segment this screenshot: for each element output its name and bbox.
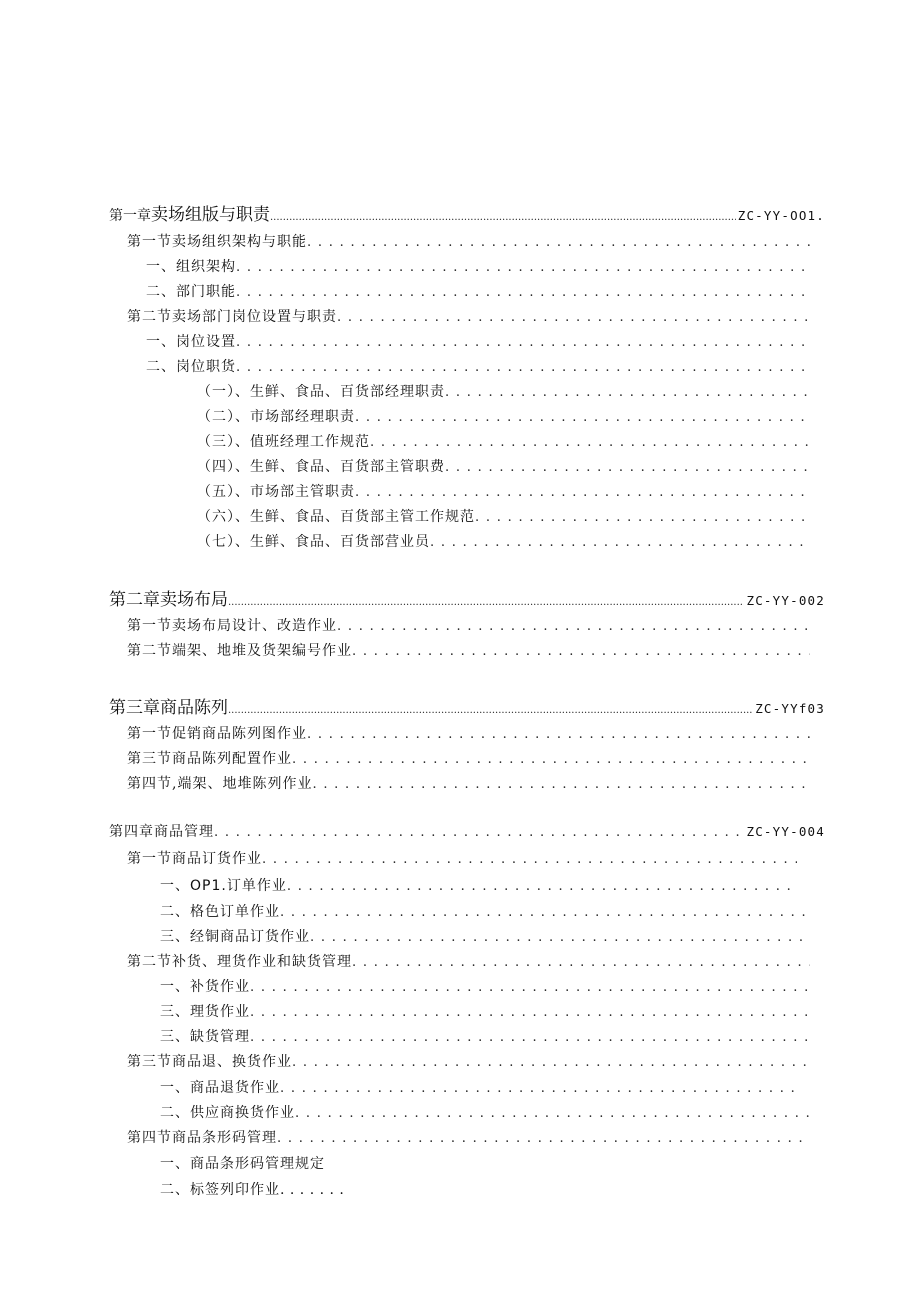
section-title: 第二节补货、理货作业和缺货管理: [127, 954, 352, 970]
toc-section[interactable]: [127, 748, 810, 768]
chapter-4-code: ZC-YY-004: [746, 824, 825, 839]
toc-item[interactable]: [160, 1001, 810, 1021]
leader-dots: [307, 234, 810, 250]
section-title: 第二节端架、地堆及货架编号作业: [127, 643, 352, 659]
subitem-title: （一）、生鲜、食品、百货部经理职责: [197, 384, 445, 400]
section-title: 第一节商品订货作业: [127, 851, 262, 867]
toc-subitem[interactable]: [197, 431, 810, 451]
subitem-title: （五）、市场部主管职责: [197, 484, 355, 500]
toc-section[interactable]: [127, 615, 810, 635]
item-title: 一、商品退货作业: [160, 1080, 280, 1096]
toc-section[interactable]: [127, 306, 810, 326]
item-title: 一、组织架构: [146, 259, 236, 275]
leader-dots: [292, 751, 810, 767]
item-title: 二、格色订单作业: [160, 904, 280, 920]
subitem-title: （三）、值班经理工作规范: [197, 434, 370, 450]
item-title: 三、缺货管理: [160, 1029, 250, 1045]
leader-dots: [228, 698, 753, 717]
section-title: 第四节商品条形码管理: [127, 1130, 277, 1146]
chapter-1-title: 卖场组版与职责: [151, 205, 270, 225]
leader-dots: [292, 1054, 810, 1070]
toc-section[interactable]: [127, 640, 810, 660]
toc-item[interactable]: [160, 976, 810, 996]
toc-item[interactable]: [160, 901, 810, 921]
subitem-title: （七）、生鲜、食品、百货部营业员: [197, 534, 430, 550]
leader-dots: [214, 824, 744, 840]
toc-item[interactable]: [160, 1179, 344, 1199]
chapter-1-number: 第一章: [109, 208, 151, 224]
toc-item[interactable]: [146, 331, 810, 351]
toc-subitem[interactable]: [197, 406, 810, 426]
chapter-2-code: ZC-YY-002: [746, 593, 825, 608]
toc-item[interactable]: [160, 926, 810, 946]
leader-dots: [262, 851, 797, 867]
leader-dots: [310, 929, 810, 945]
leader-dots: [337, 309, 810, 325]
leader-dots: [277, 1130, 810, 1146]
leader-dots: [307, 726, 810, 742]
leader-dots: [445, 459, 810, 475]
section-title: 第三节商品陈列配置作业: [127, 751, 292, 767]
toc-section[interactable]: [127, 231, 810, 251]
leader-dots: [250, 979, 810, 995]
toc-subitem[interactable]: [197, 531, 810, 551]
subitem-title: （六）、生鲜、食品、百货部主管工作规范: [197, 509, 475, 525]
toc-section[interactable]: [127, 773, 810, 793]
item-title: 三、理货作业: [160, 1004, 250, 1020]
item-title: 一、岗位设置: [146, 334, 236, 350]
leader-dots: [355, 484, 810, 500]
item-title: 二、岗位职货: [146, 359, 236, 375]
item-title: 三、经铜商品订货作业: [160, 929, 310, 945]
toc-subitem[interactable]: [197, 506, 810, 526]
item-title: 一、补货作业: [160, 979, 250, 995]
toc-item[interactable]: [160, 1026, 810, 1046]
leader-dots: [287, 878, 797, 894]
leader-dots: [337, 618, 810, 634]
section-title: 第一节卖场组织架构与职能: [127, 234, 307, 250]
item-title: 一、商品条形码管理规定: [160, 1156, 325, 1172]
chapter-4-title: 第四章商品管理: [109, 824, 214, 840]
leader-dots: [430, 534, 810, 550]
leader-dots: [295, 1105, 810, 1121]
leader-dots: [250, 1029, 810, 1045]
toc-chapter-4[interactable]: [109, 821, 825, 841]
toc-chapter-3[interactable]: [109, 693, 825, 718]
toc-item[interactable]: [146, 356, 810, 376]
item-title: 二、标签列印作业: [160, 1182, 280, 1198]
section-title: 第四节,端架、地堆陈列作业: [127, 776, 313, 792]
toc-item[interactable]: [160, 1153, 325, 1173]
leader-dots: [475, 509, 810, 525]
toc-subitem[interactable]: [197, 456, 810, 476]
leader-dots: [280, 904, 810, 920]
toc-item[interactable]: [160, 1077, 797, 1097]
leader-dots: [236, 359, 810, 375]
chapter-3-code: ZC-YYf03: [755, 701, 825, 716]
item-title: 二、部门职能: [146, 284, 236, 300]
section-title: 第二节卖场部门岗位设置与职责: [127, 309, 337, 325]
leader-dots: [228, 590, 744, 609]
chapter-2-title: 第二章卖场布局: [109, 590, 228, 610]
toc-section[interactable]: [127, 1051, 810, 1071]
subitem-title: （四）、生鲜、食品、百货部主管职费: [197, 459, 445, 475]
toc-chapter-1[interactable]: [109, 200, 825, 225]
section-title: 第三节商品退、换货作业: [127, 1054, 292, 1070]
leader-dots: [445, 384, 810, 400]
toc-subitem[interactable]: [197, 381, 810, 401]
leader-dots: [370, 434, 810, 450]
section-title: 第一节卖场布局设计、改造作业: [127, 618, 337, 634]
leader-dots: [250, 1004, 810, 1020]
toc-section[interactable]: [127, 848, 797, 868]
toc-item[interactable]: [160, 1102, 810, 1122]
leader-dots: [355, 409, 810, 425]
leader-dots: [236, 284, 810, 300]
item-title: 一、OP1.订单作业: [160, 878, 287, 894]
toc-item[interactable]: [146, 256, 810, 276]
leader-dots: [236, 259, 810, 275]
toc-section[interactable]: [127, 1127, 810, 1147]
leader-dots: [352, 954, 810, 970]
chapter-3-title: 第三章商品陈列: [109, 698, 228, 718]
toc-subitem[interactable]: [197, 481, 810, 501]
leader-dots: [270, 206, 736, 224]
toc-chapter-2[interactable]: [109, 585, 825, 610]
toc-item[interactable]: [146, 281, 810, 301]
chapter-1-code: ZC-YY-OO1.: [737, 208, 825, 223]
leader-dots: [236, 334, 810, 350]
toc-item[interactable]: [160, 875, 797, 895]
leader-dots: [312, 776, 810, 792]
section-title: 第一节促销商品陈列图作业: [127, 726, 307, 742]
item-title: 二、供应商换货作业: [160, 1105, 295, 1121]
toc-section[interactable]: [127, 723, 810, 743]
subitem-title: （二）、市场部经理职责: [197, 409, 355, 425]
toc-section[interactable]: [127, 951, 810, 971]
leader-dots: [352, 643, 810, 659]
trailing-dots: . . . . . . .: [280, 1182, 345, 1198]
leader-dots: [280, 1080, 797, 1096]
